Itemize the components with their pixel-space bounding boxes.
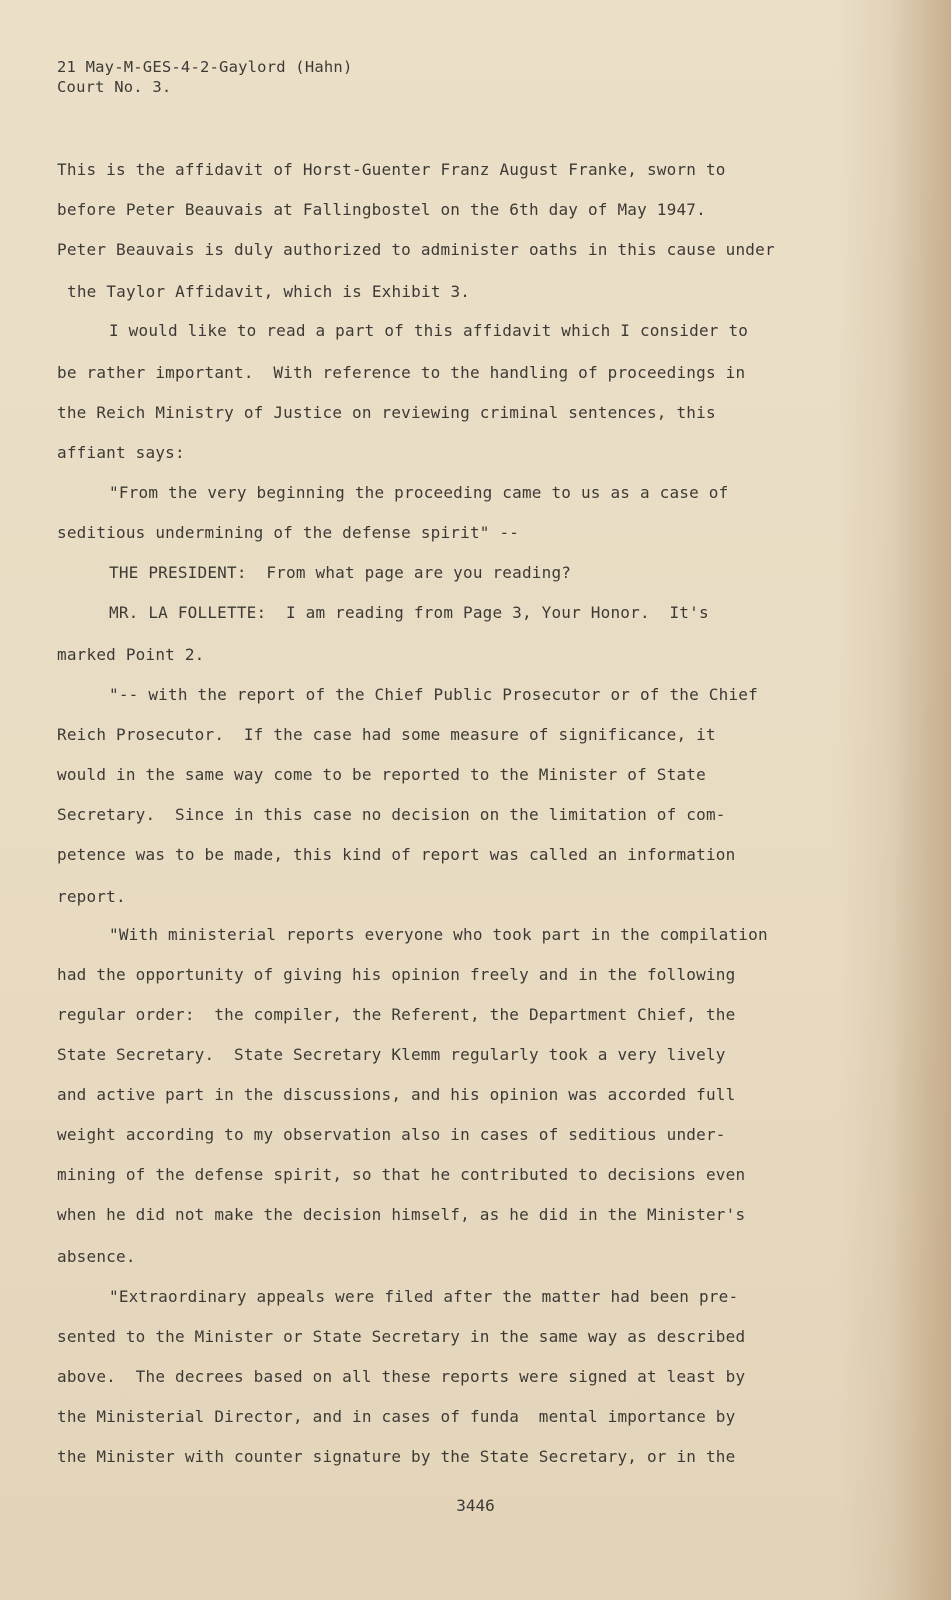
body-line: "Extraordinary appeals were filed after the matter had been pre- <box>109 1287 739 1306</box>
header-line-1: 21 May-M-GES-4-2-Gaylord (Hahn) <box>57 58 353 76</box>
body-line: when he did not make the decision himself, as he did in the Minister's <box>57 1205 746 1224</box>
body-line: Peter Beauvais is duly authorized to administer oaths in this cause under <box>57 240 775 259</box>
body-line: report. <box>57 887 126 906</box>
body-line: and active part in the discussions, and his opinion was accorded full <box>57 1085 736 1104</box>
body-line: Secretary. Since in this case no decision on the limitation of com- <box>57 805 726 824</box>
body-line: seditious undermining of the defense spirit" -- <box>57 523 520 542</box>
body-line: be rather important. With reference to the handling of proceedings in <box>57 363 746 382</box>
body-line: the Minister with counter signature by the State Secretary, or in the <box>57 1447 736 1466</box>
body-line: had the opportunity of giving his opinion freely and in the following <box>57 965 736 984</box>
body-line: sented to the Minister or State Secretary in the same way as described <box>57 1327 746 1346</box>
body-line: weight according to my observation also in cases of seditious under- <box>57 1125 726 1144</box>
body-line: above. The decrees based on all these reports were signed at least by <box>57 1367 746 1386</box>
header-line-2: Court No. 3. <box>57 78 172 96</box>
body-line: This is the affidavit of Horst-Guenter Franz August Franke, sworn to <box>57 160 726 179</box>
body-line: regular order: the compiler, the Referent, the Department Chief, the <box>57 1005 736 1024</box>
body-line: "From the very beginning the proceeding came to us as a case of <box>109 483 729 502</box>
body-line: mining of the defense spirit, so that he contributed to decisions even <box>57 1165 746 1184</box>
body-line: the Taylor Affidavit, which is Exhibit 3. <box>67 282 471 301</box>
body-line: would in the same way come to be reported to the Minister of State <box>57 765 706 784</box>
speaker-line: MR. LA FOLLETTE: I am reading from Page 3, Your Honor. It's <box>109 603 709 622</box>
speaker-line: THE PRESIDENT: From what page are you reading? <box>109 563 572 582</box>
body-line: I would like to read a part of this affidavit which I consider to <box>109 321 749 340</box>
body-line: "With ministerial reports everyone who took part in the compilation <box>109 925 768 944</box>
body-line: Reich Prosecutor. If the case had some measure of significance, it <box>57 725 716 744</box>
body-line: State Secretary. State Secretary Klemm regularly took a very lively <box>57 1045 726 1064</box>
body-line: before Peter Beauvais at Fallingbostel on the 6th day of May 1947. <box>57 200 706 219</box>
body-line: petence was to be made, this kind of report was called an information <box>57 845 736 864</box>
page-number: 3446 <box>456 1496 495 1515</box>
body-line: affiant says: <box>57 443 185 462</box>
body-line: "-- with the report of the Chief Public Prosecutor or of the Chief <box>109 685 758 704</box>
body-line: the Ministerial Director, and in cases of funda mental importance by <box>57 1407 736 1426</box>
page-edge-shadow <box>891 0 951 1600</box>
body-line: marked Point 2. <box>57 645 205 664</box>
body-line: the Reich Ministry of Justice on reviewing criminal sentences, this <box>57 403 716 422</box>
body-line: absence. <box>57 1247 136 1266</box>
